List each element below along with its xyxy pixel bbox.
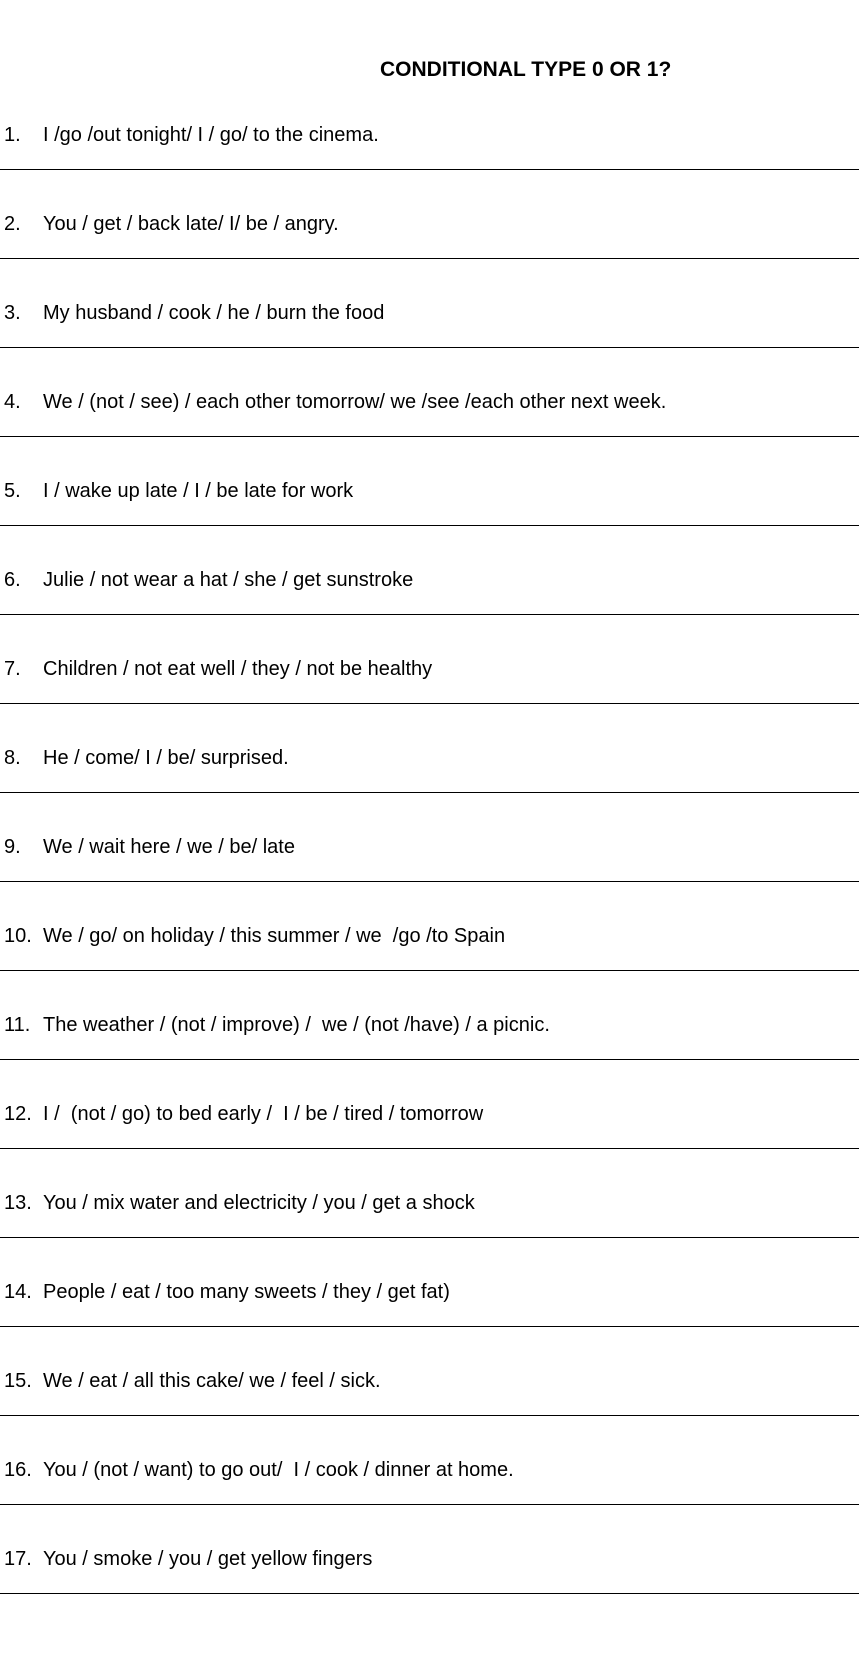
exercise-item <box>0 1191 859 1280</box>
answer-line[interactable] <box>0 792 859 793</box>
item-number: 12. <box>4 1103 32 1125</box>
item-prompt: People / eat / too many sweets / they / get fat) <box>43 1281 450 1303</box>
exercise-item <box>0 657 859 746</box>
exercise-item <box>0 390 859 479</box>
worksheet-title: CONDITIONAL TYPE 0 OR 1? <box>380 58 672 81</box>
answer-line[interactable] <box>0 1415 859 1416</box>
item-number: 1. <box>4 124 21 146</box>
item-number: 14. <box>4 1281 32 1303</box>
item-prompt: I /go /out tonight/ I / go/ to the cinema. <box>43 124 379 146</box>
item-prompt: Children / not eat well / they / not be healthy <box>43 658 433 680</box>
item-number: 7. <box>4 658 21 680</box>
item-prompt: You / mix water and electricity / you / get a shock <box>43 1192 475 1214</box>
item-number: 15. <box>4 1370 32 1392</box>
item-prompt: I / (not / go) to bed early / I / be / tired / tomorrow <box>43 1103 484 1125</box>
exercise-item <box>0 1013 859 1102</box>
item-number: 2. <box>4 213 21 235</box>
item-prompt: We / (not / see) / each other tomorrow/ we /see /each other next week. <box>43 391 667 413</box>
item-prompt: Julie / not wear a hat / she / get sunstroke <box>43 569 414 591</box>
answer-line[interactable] <box>0 614 859 615</box>
exercise-item <box>0 1369 859 1458</box>
answer-line[interactable] <box>0 1237 859 1238</box>
item-number: 5. <box>4 480 21 502</box>
answer-line[interactable] <box>0 169 859 170</box>
item-prompt: We / wait here / we / be/ late <box>43 836 295 858</box>
exercise-item <box>0 1280 859 1369</box>
exercise-item <box>0 924 859 1013</box>
answer-line[interactable] <box>0 1326 859 1327</box>
item-prompt: He / come/ I / be/ surprised. <box>43 747 289 769</box>
answer-line[interactable] <box>0 347 859 348</box>
exercise-item <box>0 212 859 301</box>
answer-line[interactable] <box>0 881 859 882</box>
answer-line[interactable] <box>0 1504 859 1505</box>
item-number: 10. <box>4 925 32 947</box>
item-prompt: We / go/ on holiday / this summer / we /go /to Spain <box>43 925 506 947</box>
item-number: 17. <box>4 1548 32 1570</box>
answer-line[interactable] <box>0 1059 859 1060</box>
item-number: 11. <box>4 1014 31 1036</box>
answer-line[interactable] <box>0 970 859 971</box>
item-prompt: You / smoke / you / get yellow fingers <box>43 1548 373 1570</box>
item-number: 13. <box>4 1192 32 1214</box>
exercise-item <box>0 1547 859 1636</box>
answer-line[interactable] <box>0 436 859 437</box>
exercise-item <box>0 123 859 212</box>
item-number: 3. <box>4 302 21 324</box>
item-prompt: I / wake up late / I / be late for work <box>43 480 354 502</box>
answer-line[interactable] <box>0 258 859 259</box>
item-prompt: We / eat / all this cake/ we / feel / sick. <box>43 1370 381 1392</box>
answer-line[interactable] <box>0 703 859 704</box>
item-number: 16. <box>4 1459 32 1481</box>
answer-line[interactable] <box>0 525 859 526</box>
item-prompt: You / get / back late/ I/ be / angry. <box>43 213 339 235</box>
exercise-item <box>0 568 859 657</box>
exercise-item <box>0 1102 859 1191</box>
exercise-item <box>0 301 859 390</box>
item-number: 9. <box>4 836 21 858</box>
item-prompt: You / (not / want) to go out/ I / cook / dinner at home. <box>43 1459 514 1481</box>
exercise-item <box>0 479 859 568</box>
item-number: 8. <box>4 747 21 769</box>
answer-line[interactable] <box>0 1593 859 1594</box>
item-prompt: The weather / (not / improve) / we / (not /have) / a picnic. <box>43 1014 550 1036</box>
exercise-item <box>0 835 859 924</box>
exercise-item <box>0 1458 859 1547</box>
item-prompt: My husband / cook / he / burn the food <box>43 302 385 324</box>
item-number: 6. <box>4 569 21 591</box>
answer-line[interactable] <box>0 1148 859 1149</box>
exercise-item <box>0 746 859 835</box>
item-number: 4. <box>4 391 21 413</box>
